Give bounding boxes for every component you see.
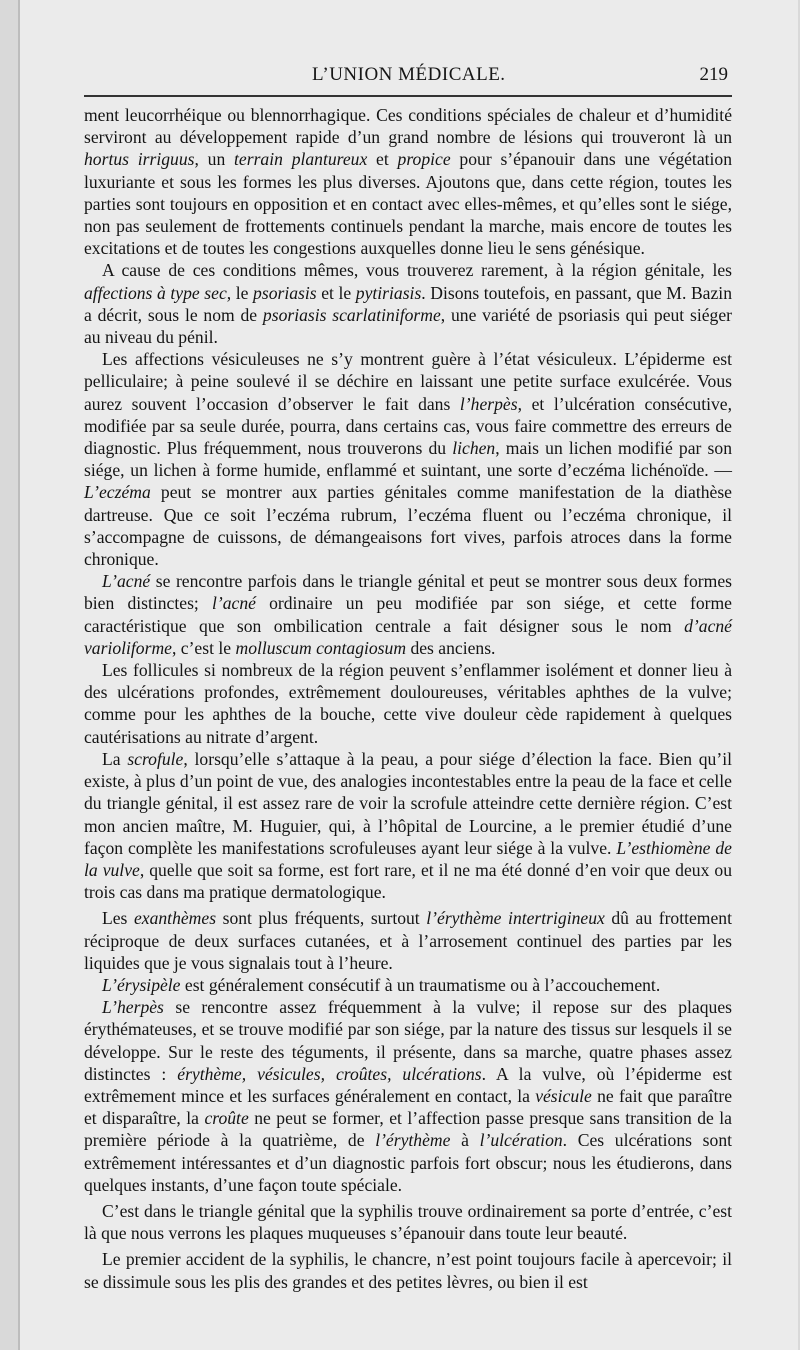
text-run: A cause de ces conditions mêmes, vous trouverez rarement, à la région génitale, les <box>102 260 732 281</box>
italic-term: propice <box>397 149 451 170</box>
paragraph <box>84 1248 732 1292</box>
italic-term: l’érythème <box>375 1130 451 1151</box>
paragraph <box>84 974 732 996</box>
text-run: des anciens. <box>406 637 496 658</box>
text-run: est généralement consécutif à un traumatisme ou à l’accouchement. <box>180 974 661 995</box>
text-run: , lorsqu’elle s’attaque à la peau, a pour siége d’élection la face. Bien qu’il existe, à plus d’un point de vue, des analogies incontestables entre la peau de la face et celle du triangle génital, il est assez rare de voir la scrofule atteindre cette dernière région. C’est mon ancien maître, M. Huguier, qui, à l’hôpital de Lourcine, a le premier étudié d’une façon complète les manifestations scrofuleuses ayant leur siége à la vulve. <box>84 748 732 858</box>
text-run: , un <box>194 149 235 170</box>
text-run: le <box>231 282 254 303</box>
paragraph <box>84 748 732 903</box>
text-run: Les <box>102 908 134 929</box>
italic-term: terrain plantureux <box>234 149 368 170</box>
text-run: , mais un lichen modifié par son siége, un lichen à forme humide, enflammé et suintant, une sorte d’eczéma lichénoïde. — <box>84 438 732 481</box>
italic-term: molluscum contagiosum <box>235 637 407 658</box>
paragraph <box>84 348 732 570</box>
italic-term: lichen <box>452 438 496 459</box>
header-rule <box>84 95 732 97</box>
paragraph <box>84 907 732 974</box>
text-run: peut se montrer aux parties génitales comme manifestation de la diathèse dartreuse. Que ce soit l’eczéma rubrum, l’eczéma fluent ou l’eczéma chronique, il s’accompagne de cuissons, de démangeaisons fort vives, parfois atroces dans la forme chronique. <box>84 482 732 570</box>
italic-term: hortus irriguus <box>84 149 195 170</box>
italic-term: scrofule <box>127 748 184 769</box>
text-run: . A la vulve, où l’épiderme est extrêmement mince et les surfaces généralement en contact, la <box>84 1063 733 1106</box>
page-number: 219 <box>699 64 728 85</box>
text-run: C’est dans le triangle génital que la syphilis trouve ordinairement sa porte d’entrée, c’est là que nous verrons les plaques muqueuses s’épanouir dans toute leur beauté. <box>84 1200 732 1244</box>
text-run: Les follicules si nombreux de la région peuvent s’enflammer isolément et donner lieu à des ulcérations profondes, extrêmement douloureuses, véritables aphthes de la vulve; comme pour les aphthes de la bouche, cette vive douleur cède rapidement à quelques cautérisations au nitrate d’argent. <box>84 660 732 747</box>
italic-term: L’esthiomène de la vulve <box>84 837 732 880</box>
italic-term: croûte <box>204 1108 249 1129</box>
text-run: Le premier accident de la syphilis, le chancre, n’est point toujours facile à apercevoir; il se dissimule sous les plis des grandes et des petites lèvres, ou bien il est <box>84 1249 732 1292</box>
text-run: , et l’ulcération consécutive, modifiée par sa seule durée, pourra, dans certains cas, vous faire commettre des erreurs de diagnostic. Plus fréquemment, nous trouverons du <box>84 393 732 459</box>
text-run: . Disons toutefois, en passant, que M. Bazin a décrit, sous le nom de <box>84 282 732 325</box>
text-run: à <box>450 1130 480 1151</box>
text-run: ne fait que paraître et disparaître, la <box>84 1085 733 1129</box>
running-header <box>20 64 798 90</box>
text-run: pour s’épanouir dans une végétation luxuriante et sous les formes les plus diverses. Ajoutons que, dans cette région, toutes les parties sont toujours en opposition et en contact avec elles-mêmes, et qu’elles sont le siége, non pas seulement de frottements continuels pendant la marche, mais encore de toutes les excitations et de toutes les congestions auxquelles donne lieu le sens génésique. <box>84 149 733 259</box>
italic-term: psoriasis <box>253 282 317 303</box>
text-run: Les affections vésiculeuses ne s’y montrent guère à l’état vésiculeux. L’épiderme est pelliculaire; à peine soulevé il se déchire en laissant une petite surface exulcérée. Vous aurez souvent l’occasion d’observer le fait dans <box>84 349 732 414</box>
italic-term: l’érythème intertrigineux <box>426 908 605 929</box>
text-run: La <box>102 748 128 769</box>
italic-term: l’ulcération <box>479 1130 563 1151</box>
italic-term: l’acné <box>211 593 256 614</box>
italic-term: érythème, vésicules, croûtes, ulcérations <box>177 1063 482 1084</box>
paragraph <box>84 659 732 748</box>
italic-term: vésicule <box>535 1085 592 1106</box>
text-run: et <box>367 149 398 170</box>
text-run: sont plus fréquents, surtout <box>216 908 427 929</box>
text-run: ment leucorrhéique ou blennorrhagique. Ces conditions spéciales de chaleur et d’humidité serviront au développement rapide d’un grand nombre de lésions qui trouveront là un <box>84 105 732 148</box>
paragraph <box>84 1200 732 1244</box>
text-run: , une variété de psoriasis qui peut siéger au niveau du pénil. <box>84 304 732 348</box>
text-run: . Ces ulcérations sont extrêmement intéressantes et d’un diagnostic parfois fort obscur; nous les étudierons, dans quelques instants, d’une façon toute spéciale. <box>84 1130 733 1195</box>
text-run: ne peut se former, et l’affection passe presque sans transition de la première période à la quatrième, de <box>84 1108 732 1151</box>
italic-term: psoriasis scarlatiniforme <box>262 304 441 325</box>
text-run: dû au frottement réciproque de deux surfaces cutanées, et à l’arrosement continuel des parties par les liquides que je vous signalais tout à l’heure. <box>84 908 732 973</box>
italic-term: exanthèmes <box>133 908 217 929</box>
text-run: , quelle que soit sa forme, est fort rare, et il ne ma été donné d’en voir que deux ou trois cas dans ma pratique dermatologique. <box>84 859 732 903</box>
text-run: et le <box>316 282 356 303</box>
paragraph <box>84 570 732 659</box>
text-run: se rencontre assez fréquemment à la vulve; il repose sur des plaques érythémateuses, et se trouve modifié par son siége, par la nature des tissus sur lesquels il se développe. Sur le reste des téguments, il présente, dans sa marche, quatre phases assez distinctes : <box>84 997 732 1084</box>
paragraph <box>84 104 732 259</box>
italic-term: pytiriasis <box>355 282 422 303</box>
page <box>18 0 798 1350</box>
italic-term: d’acné varioliforme <box>84 615 732 658</box>
paragraph <box>84 996 732 1196</box>
italic-term: L’acné <box>102 571 151 592</box>
article-body <box>84 104 732 1293</box>
italic-term: L’eczéma <box>84 482 151 503</box>
text-run: se rencontre parfois dans le triangle génital et peut se montrer sous deux formes bien distinctes; <box>84 571 732 614</box>
italic-term: L’herpès <box>102 997 164 1018</box>
text-run: ordinaire un peu modifiée par son siége, et cette forme caractéristique que son ombilication centrale a fait désigner sous le nom <box>84 593 732 636</box>
paragraph <box>84 259 732 348</box>
text-run: , c’est le <box>171 637 236 658</box>
italic-term: L’érysipèle <box>102 974 181 995</box>
italic-term: l’herpès <box>459 393 518 414</box>
italic-term: affections à type sec, <box>84 282 232 303</box>
journal-title: L’UNION MÉDICALE. <box>312 64 506 85</box>
